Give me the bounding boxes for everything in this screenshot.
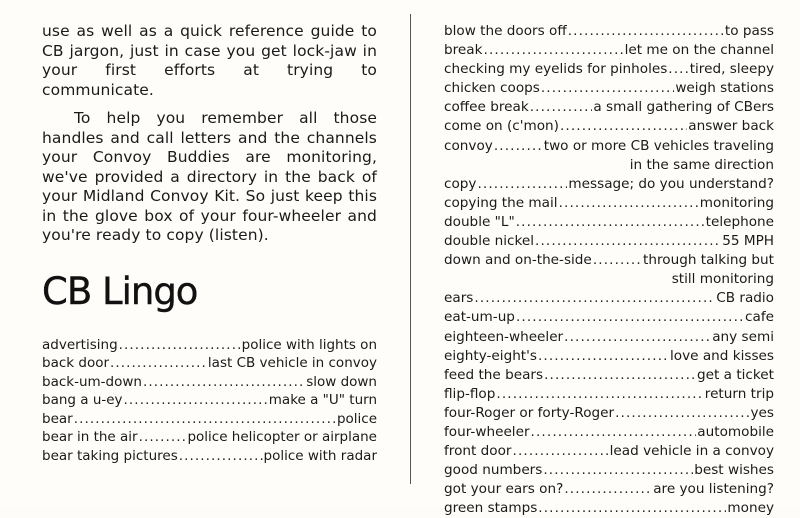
glossary-entry [444, 480, 774, 499]
glossary-term: break [444, 42, 483, 59]
glossary-entry [444, 98, 774, 117]
glossary-term: bang a u-ey [42, 392, 123, 409]
glossary-definition: best wishes [694, 462, 774, 479]
glossary-term: advertising [42, 336, 118, 353]
dot-leader [568, 22, 724, 41]
glossary-definition: love and kisses [670, 347, 774, 364]
glossary-term: front door [444, 443, 512, 460]
glossary-definition: cafe [745, 309, 774, 326]
glossary-definition: monitoring [699, 194, 774, 211]
glossary-definition: answer back [688, 118, 774, 135]
glossary-definition: CB radio [716, 290, 774, 307]
glossary-term: bear taking pictures [42, 448, 178, 465]
glossary-term: four-wheeler [444, 423, 530, 440]
dot-leader [564, 328, 711, 347]
glossary-term: blow the doors off [444, 23, 567, 39]
dot-leader [139, 428, 187, 447]
dot-leader [119, 336, 241, 355]
left-column [42, 22, 377, 466]
dot-leader [541, 79, 674, 98]
glossary-term: bear in the air [42, 429, 138, 446]
glossary-term: copying the mail [444, 194, 558, 211]
glossary-entry [42, 410, 377, 429]
glossary-definition: police [336, 410, 377, 427]
glossary-definition: weigh stations [675, 80, 774, 97]
dot-leader [538, 347, 669, 366]
glossary-definition: yes [750, 404, 774, 421]
dot-leader [516, 308, 744, 327]
glossary-definition: money [727, 500, 774, 517]
glossary-entry [444, 251, 774, 270]
glossary-definition: return trip [704, 385, 774, 402]
glossary-definition: automobile [697, 423, 774, 440]
intro-paragraph-2: To help you remember all those handles and call letters and the channels your Convoy Buddies are monitoring, we've provided a directory in the back of your Midland Convoy Kit. So just keep this in the glove box of your four-wheeler and you're ready to copy (listen). [42, 109, 377, 244]
glossary-definition: police with lights on [241, 336, 377, 353]
section-heading: CB Lingo [42, 269, 198, 313]
glossary-list-left [42, 336, 377, 466]
glossary-definition: lead vehicle in a convoy [609, 443, 774, 460]
glossary-entry [42, 336, 377, 355]
glossary-list-right [444, 22, 774, 518]
glossary-entry [444, 423, 774, 442]
glossary-entry [444, 60, 774, 79]
glossary-term: bear [42, 410, 73, 427]
glossary-term: eat-um-up [444, 309, 515, 326]
dot-leader [74, 410, 336, 429]
glossary-entry [444, 175, 774, 194]
glossary-term: down and on-the-side [444, 252, 592, 269]
glossary-entry [42, 354, 377, 373]
dot-leader [593, 251, 642, 270]
glossary-term: good numbers [444, 462, 543, 479]
glossary-definition: any semi [712, 328, 774, 345]
glossary-definition-continued: in the same direction [629, 156, 774, 173]
dot-leader [559, 194, 699, 213]
dot-leader [564, 480, 652, 499]
glossary-entry [444, 385, 774, 404]
glossary-term: eighteen-wheeler [444, 328, 564, 345]
glossary-entry [444, 213, 774, 232]
right-column [444, 22, 774, 518]
dot-leader [496, 385, 703, 404]
glossary-term: feed the bears [444, 366, 544, 383]
column-divider [410, 14, 411, 484]
glossary-entry [444, 79, 774, 98]
dot-leader [477, 175, 567, 194]
dot-leader [531, 423, 697, 442]
dot-leader [110, 354, 207, 373]
dot-leader [543, 461, 693, 480]
glossary-term: four-Roger or forty-Roger [444, 404, 615, 421]
glossary-definition: a small gathering of CBers [593, 99, 774, 116]
glossary-entry [444, 347, 774, 366]
dot-leader [143, 373, 305, 392]
dot-leader [530, 98, 593, 117]
glossary-term: checking my eyelids for pinholes [444, 61, 668, 78]
glossary-entry [444, 22, 774, 41]
glossary-entry [444, 461, 774, 480]
dot-leader [538, 499, 726, 518]
dot-leader [124, 391, 268, 410]
glossary-definition-continued: still monitoring [671, 271, 774, 288]
glossary-entry [444, 137, 774, 156]
glossary-definition: 55 MPH [722, 233, 774, 250]
glossary-term: back door [42, 355, 110, 372]
glossary-definition: to pass [724, 23, 774, 39]
glossary-entry [444, 366, 774, 385]
glossary-entry [444, 117, 774, 136]
glossary-definition: tired, sleepy [689, 61, 774, 78]
glossary-entry [444, 499, 774, 518]
glossary-entry [444, 308, 774, 327]
glossary-entry [444, 328, 774, 347]
dot-leader [535, 232, 721, 251]
glossary-term: coffee break [444, 99, 529, 116]
glossary-entry [444, 289, 774, 308]
dot-leader [668, 60, 688, 79]
glossary-term: convoy [444, 137, 493, 154]
glossary-definition: let me on the channel [624, 42, 774, 59]
glossary-definition: last CB vehicle in convoy [207, 355, 377, 372]
glossary-entry [42, 391, 377, 410]
glossary-definition: police helicopter or airplane [187, 429, 377, 446]
dot-leader [560, 117, 687, 136]
intro-paragraph-1: use as well as a quick reference guide to CB jargon, just in case you get lock-jaw in your first efforts at trying to communicate. [42, 22, 377, 99]
glossary-definition: make a "U" turn [268, 392, 377, 409]
glossary-term: ears [444, 290, 474, 307]
glossary-entry [42, 447, 377, 466]
glossary-term: double "L" [444, 213, 515, 230]
glossary-term: got your ears on? [444, 481, 564, 498]
glossary-definition: through talking but [643, 252, 774, 269]
glossary-definition: telephone [705, 213, 774, 230]
glossary-term: copy [444, 175, 477, 192]
dot-leader [516, 213, 705, 232]
glossary-definition: are you listening? [653, 481, 774, 498]
dot-leader [494, 137, 543, 156]
glossary-definition: police with radar [263, 448, 377, 465]
glossary-entry [444, 41, 774, 60]
dot-leader [179, 447, 263, 466]
glossary-entry [42, 428, 377, 447]
dot-leader [513, 442, 609, 461]
dot-leader [474, 289, 715, 308]
glossary-term: eighty-eight's [444, 347, 537, 364]
glossary-term: double nickel [444, 233, 535, 250]
glossary-term: flip-flop [444, 385, 496, 402]
glossary-definition: get a ticket [697, 366, 774, 383]
glossary-term: come on (c'mon) [444, 118, 559, 135]
glossary-entry [444, 442, 774, 461]
dot-leader [544, 366, 696, 385]
glossary-term: chicken coops [444, 80, 540, 97]
glossary-definition: slow down [306, 373, 377, 390]
glossary-entry [42, 373, 377, 392]
glossary-definition: two or more CB vehicles traveling [543, 137, 774, 154]
glossary-term: back-um-down [42, 373, 142, 390]
glossary-definition: message; do you understand? [568, 175, 774, 192]
dot-leader [615, 404, 749, 423]
glossary-entry [444, 404, 774, 423]
glossary-term: green stamps [444, 500, 538, 517]
dot-leader [484, 41, 624, 60]
glossary-entry [444, 194, 774, 213]
glossary-entry [444, 232, 774, 251]
